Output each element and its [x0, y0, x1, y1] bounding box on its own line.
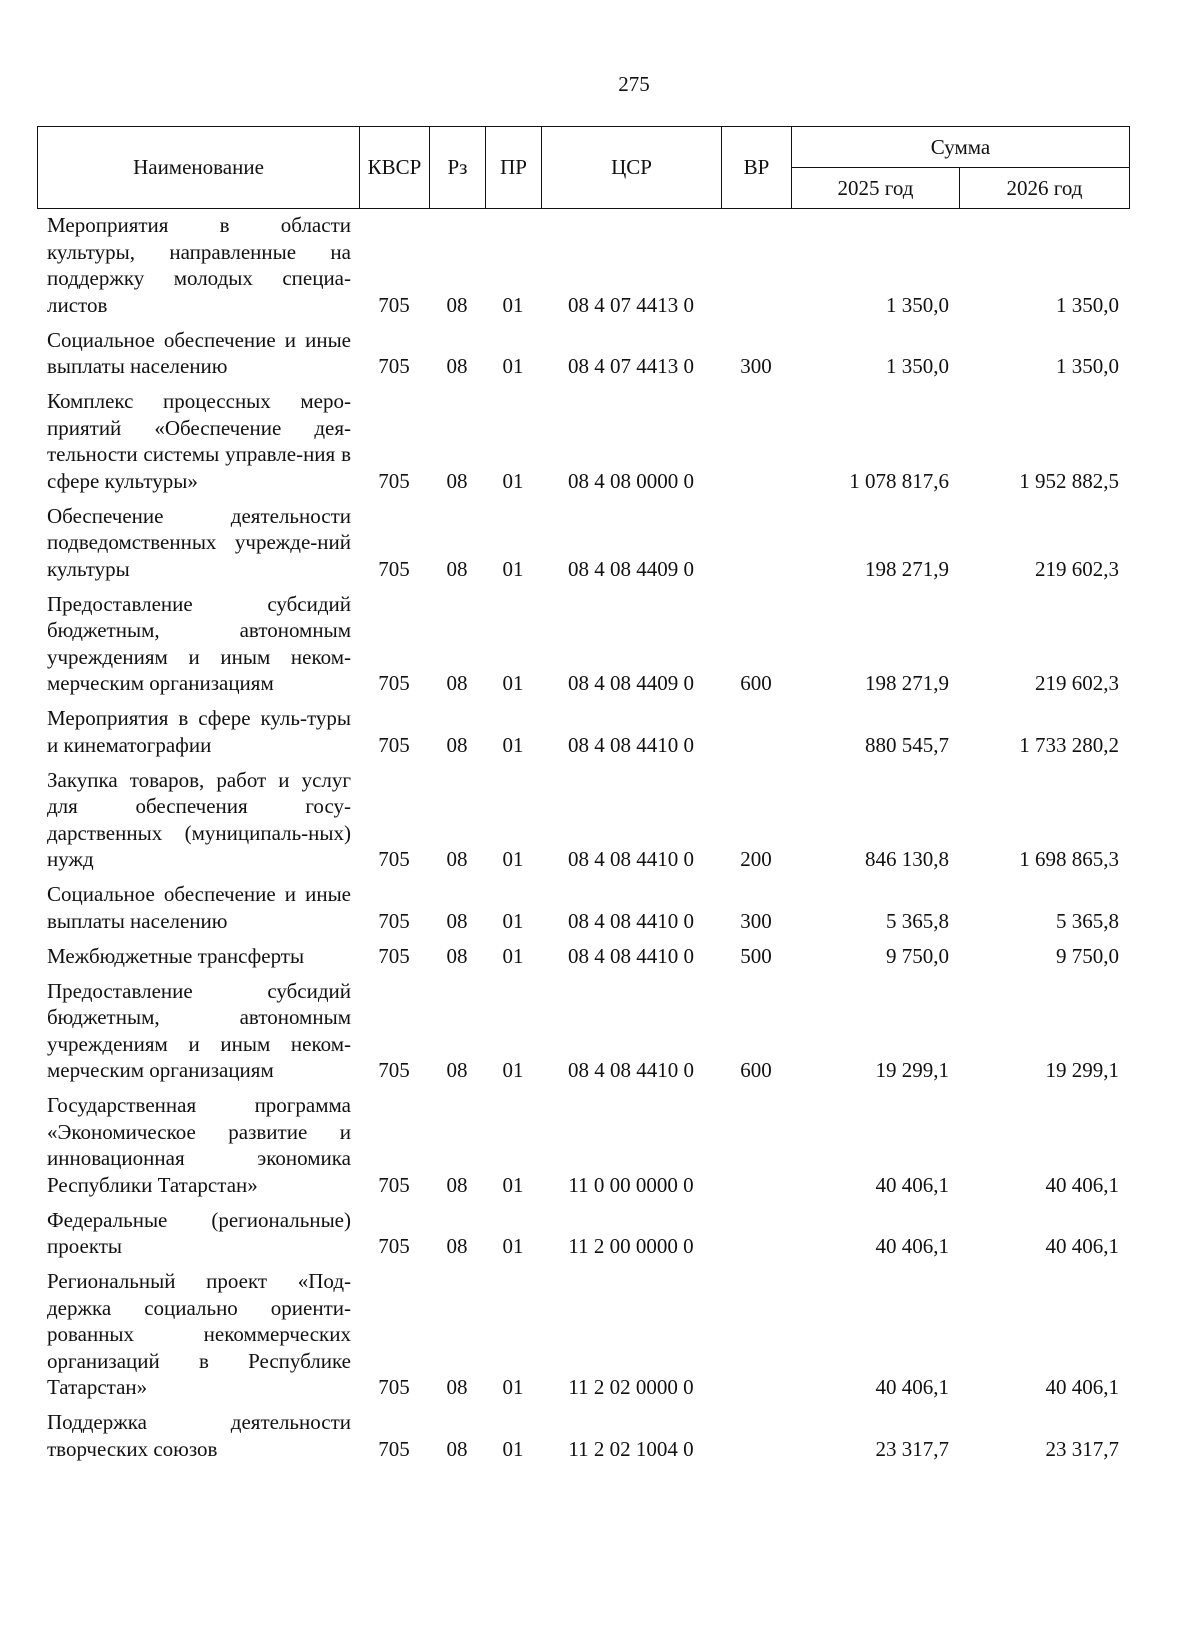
row-rz: 08 — [446, 1234, 468, 1258]
header-year-2025: 2025 год — [792, 168, 960, 209]
row-sum-2025: 40 406,1 — [875, 1234, 949, 1258]
row-sum-2026: 9 750,0 — [1056, 943, 1119, 968]
header-name: Наименование — [38, 127, 360, 209]
row-csr: 08 4 08 4409 0 — [568, 671, 694, 695]
row-vr — [721, 503, 791, 591]
table-row — [37, 1268, 1129, 1409]
row-vr — [721, 705, 791, 767]
row-sum-2025: 1 350,0 — [886, 354, 949, 378]
row-sum-2025: 1 078 817,6 — [849, 468, 949, 493]
row-kvsr: 705 — [378, 671, 410, 695]
row-rz: 08 — [446, 1058, 468, 1082]
row-sum-2025: 5 365,8 — [886, 908, 949, 933]
row-kvsr: 705 — [378, 847, 410, 871]
row-rz: 08 — [446, 292, 468, 317]
row-sum-2025: 846 130,8 — [865, 847, 949, 871]
row-vr: 500 — [740, 943, 772, 968]
row-csr: 08 4 07 4413 0 — [568, 292, 694, 317]
row-csr: 08 4 08 4410 0 — [568, 908, 694, 933]
row-kvsr: 705 — [378, 943, 410, 968]
row-pr: 01 — [502, 847, 524, 871]
header-sum: Сумма — [792, 127, 1130, 168]
row-pr: 01 — [502, 1058, 524, 1082]
table-row — [37, 978, 1129, 1093]
row-name: Государственная программа «Экономическое развитие и инновационная экономика Республики Татарстан» — [47, 1093, 351, 1197]
header-year-2026: 2026 год — [960, 168, 1130, 209]
row-name: Поддержка деятельности творческих союзов — [47, 1410, 351, 1461]
row-sum-2026: 40 406,1 — [1045, 1234, 1119, 1258]
row-name: Предоставление субсидий бюджетным, автономным учреждениям и иным неком-мерческим организациям — [47, 978, 351, 1082]
row-csr: 11 0 00 0000 0 — [568, 1172, 694, 1197]
row-kvsr: 705 — [378, 556, 410, 581]
row-rz: 08 — [446, 671, 468, 695]
row-sum-2026: 219 602,3 — [1035, 671, 1119, 695]
row-pr: 01 — [502, 943, 524, 968]
row-pr: 01 — [502, 354, 524, 378]
row-pr: 01 — [502, 1234, 524, 1258]
row-sum-2026: 40 406,1 — [1045, 1375, 1119, 1399]
row-pr: 01 — [502, 1172, 524, 1197]
row-csr: 08 4 07 4413 0 — [568, 354, 694, 378]
row-vr — [721, 1268, 791, 1409]
table-row — [37, 1092, 1129, 1207]
header-rz: Рз — [430, 127, 486, 209]
row-vr — [721, 388, 791, 503]
row-sum-2025: 880 545,7 — [865, 732, 949, 757]
row-sum-2026: 219 602,3 — [1035, 556, 1119, 581]
budget-table — [37, 212, 1129, 1471]
row-sum-2026: 1 350,0 — [1056, 292, 1119, 317]
row-name: Комплекс процессных меро-приятий «Обеспечение дея-тельности системы управле-ния в сфере культуры» — [47, 389, 351, 493]
row-sum-2025: 198 271,9 — [865, 671, 949, 695]
row-rz: 08 — [446, 1375, 468, 1399]
row-name: Социальное обеспечение и иные выплаты населению — [47, 327, 351, 378]
row-pr: 01 — [502, 468, 524, 493]
row-vr: 300 — [740, 354, 772, 378]
row-kvsr: 705 — [378, 1172, 410, 1197]
row-csr: 11 2 02 0000 0 — [568, 1375, 694, 1399]
row-vr: 600 — [740, 671, 772, 695]
row-pr: 01 — [502, 908, 524, 933]
header-vr: ВР — [722, 127, 792, 209]
row-kvsr: 705 — [378, 908, 410, 933]
row-kvsr: 705 — [378, 732, 410, 757]
row-kvsr: 705 — [378, 1058, 410, 1082]
page-number: 275 — [618, 72, 650, 96]
table-row — [37, 881, 1129, 943]
row-pr: 01 — [502, 1375, 524, 1399]
row-sum-2026: 19 299,1 — [1045, 1058, 1119, 1082]
row-name: Мероприятия в сфере куль-туры и кинематографии — [47, 706, 351, 757]
row-csr: 08 4 08 4410 0 — [568, 732, 694, 757]
row-rz: 08 — [446, 354, 468, 378]
row-pr: 01 — [502, 292, 524, 317]
table-row — [37, 767, 1129, 882]
row-rz: 08 — [446, 1436, 468, 1461]
row-vr: 200 — [740, 847, 772, 871]
row-sum-2025: 198 271,9 — [865, 556, 949, 581]
row-kvsr: 705 — [378, 354, 410, 378]
row-name: Региональный проект «Под-держка социально ориенти-рованных некоммерческих организаций в Республике Татарстан» — [47, 1269, 351, 1399]
row-sum-2025: 1 350,0 — [886, 292, 949, 317]
table-row — [37, 943, 1129, 978]
row-rz: 08 — [446, 908, 468, 933]
row-pr: 01 — [502, 556, 524, 581]
row-sum-2026: 23 317,7 — [1045, 1436, 1119, 1461]
row-vr: 600 — [740, 1058, 772, 1082]
row-name: Предоставление субсидий бюджетным, автономным учреждениям и иным неком-мерческим организациям — [47, 591, 351, 695]
table-row — [37, 212, 1129, 327]
row-vr — [721, 1092, 791, 1207]
row-name: Межбюджетные трансферты — [47, 943, 305, 968]
row-kvsr: 705 — [378, 292, 410, 317]
row-sum-2026: 1 350,0 — [1056, 354, 1119, 378]
row-rz: 08 — [446, 1172, 468, 1197]
row-rz: 08 — [446, 468, 468, 493]
header-csr: ЦСР — [542, 127, 722, 209]
table-row — [37, 503, 1129, 591]
row-rz: 08 — [446, 847, 468, 871]
row-sum-2026: 1 733 280,2 — [1019, 732, 1119, 757]
row-name: Мероприятия в области культуры, направленные на поддержку молодых специа-листов — [47, 213, 351, 317]
row-sum-2025: 23 317,7 — [875, 1436, 949, 1461]
row-sum-2025: 19 299,1 — [875, 1058, 949, 1082]
row-csr: 11 2 00 0000 0 — [568, 1234, 694, 1258]
row-name: Обеспечение деятельности подведомственных учрежде-ний культуры — [47, 503, 351, 581]
table-header — [37, 126, 1130, 209]
row-vr — [721, 212, 791, 327]
table-row — [37, 388, 1129, 503]
table-row — [37, 1207, 1129, 1269]
row-name: Федеральные (региональные) проекты — [47, 1207, 351, 1258]
row-sum-2025: 40 406,1 — [875, 1375, 949, 1399]
row-pr: 01 — [502, 671, 524, 695]
row-sum-2026: 1 698 865,3 — [1019, 847, 1119, 871]
row-sum-2025: 9 750,0 — [886, 943, 949, 968]
row-sum-2025: 40 406,1 — [875, 1172, 949, 1197]
row-pr: 01 — [502, 732, 524, 757]
table-row — [37, 1409, 1129, 1471]
row-name: Социальное обеспечение и иные выплаты населению — [47, 882, 351, 933]
row-vr — [721, 1207, 791, 1269]
row-kvsr: 705 — [378, 1375, 410, 1399]
row-csr: 08 4 08 0000 0 — [568, 468, 694, 493]
header-kvsr: КВСР — [360, 127, 430, 209]
row-kvsr: 705 — [378, 468, 410, 493]
row-sum-2026: 1 952 882,5 — [1019, 468, 1119, 493]
table-row — [37, 327, 1129, 389]
row-csr: 11 2 02 1004 0 — [568, 1436, 694, 1461]
row-csr: 08 4 08 4410 0 — [568, 1058, 694, 1082]
row-vr: 300 — [740, 908, 772, 933]
row-csr: 08 4 08 4409 0 — [568, 556, 694, 581]
row-csr: 08 4 08 4410 0 — [568, 943, 694, 968]
row-rz: 08 — [446, 732, 468, 757]
row-name: Закупка товаров, работ и услуг для обеспечения госу-дарственных (муниципаль-ных) нужд — [47, 767, 351, 871]
table-row — [37, 591, 1129, 706]
row-pr: 01 — [502, 1436, 524, 1461]
row-csr: 08 4 08 4410 0 — [568, 847, 694, 871]
row-sum-2026: 5 365,8 — [1056, 908, 1119, 933]
row-kvsr: 705 — [378, 1234, 410, 1258]
row-rz: 08 — [446, 556, 468, 581]
row-sum-2026: 40 406,1 — [1045, 1172, 1119, 1197]
header-pr: ПР — [486, 127, 542, 209]
table-row — [37, 705, 1129, 767]
row-vr — [721, 1409, 791, 1471]
row-rz: 08 — [446, 943, 468, 968]
row-kvsr: 705 — [378, 1436, 410, 1461]
